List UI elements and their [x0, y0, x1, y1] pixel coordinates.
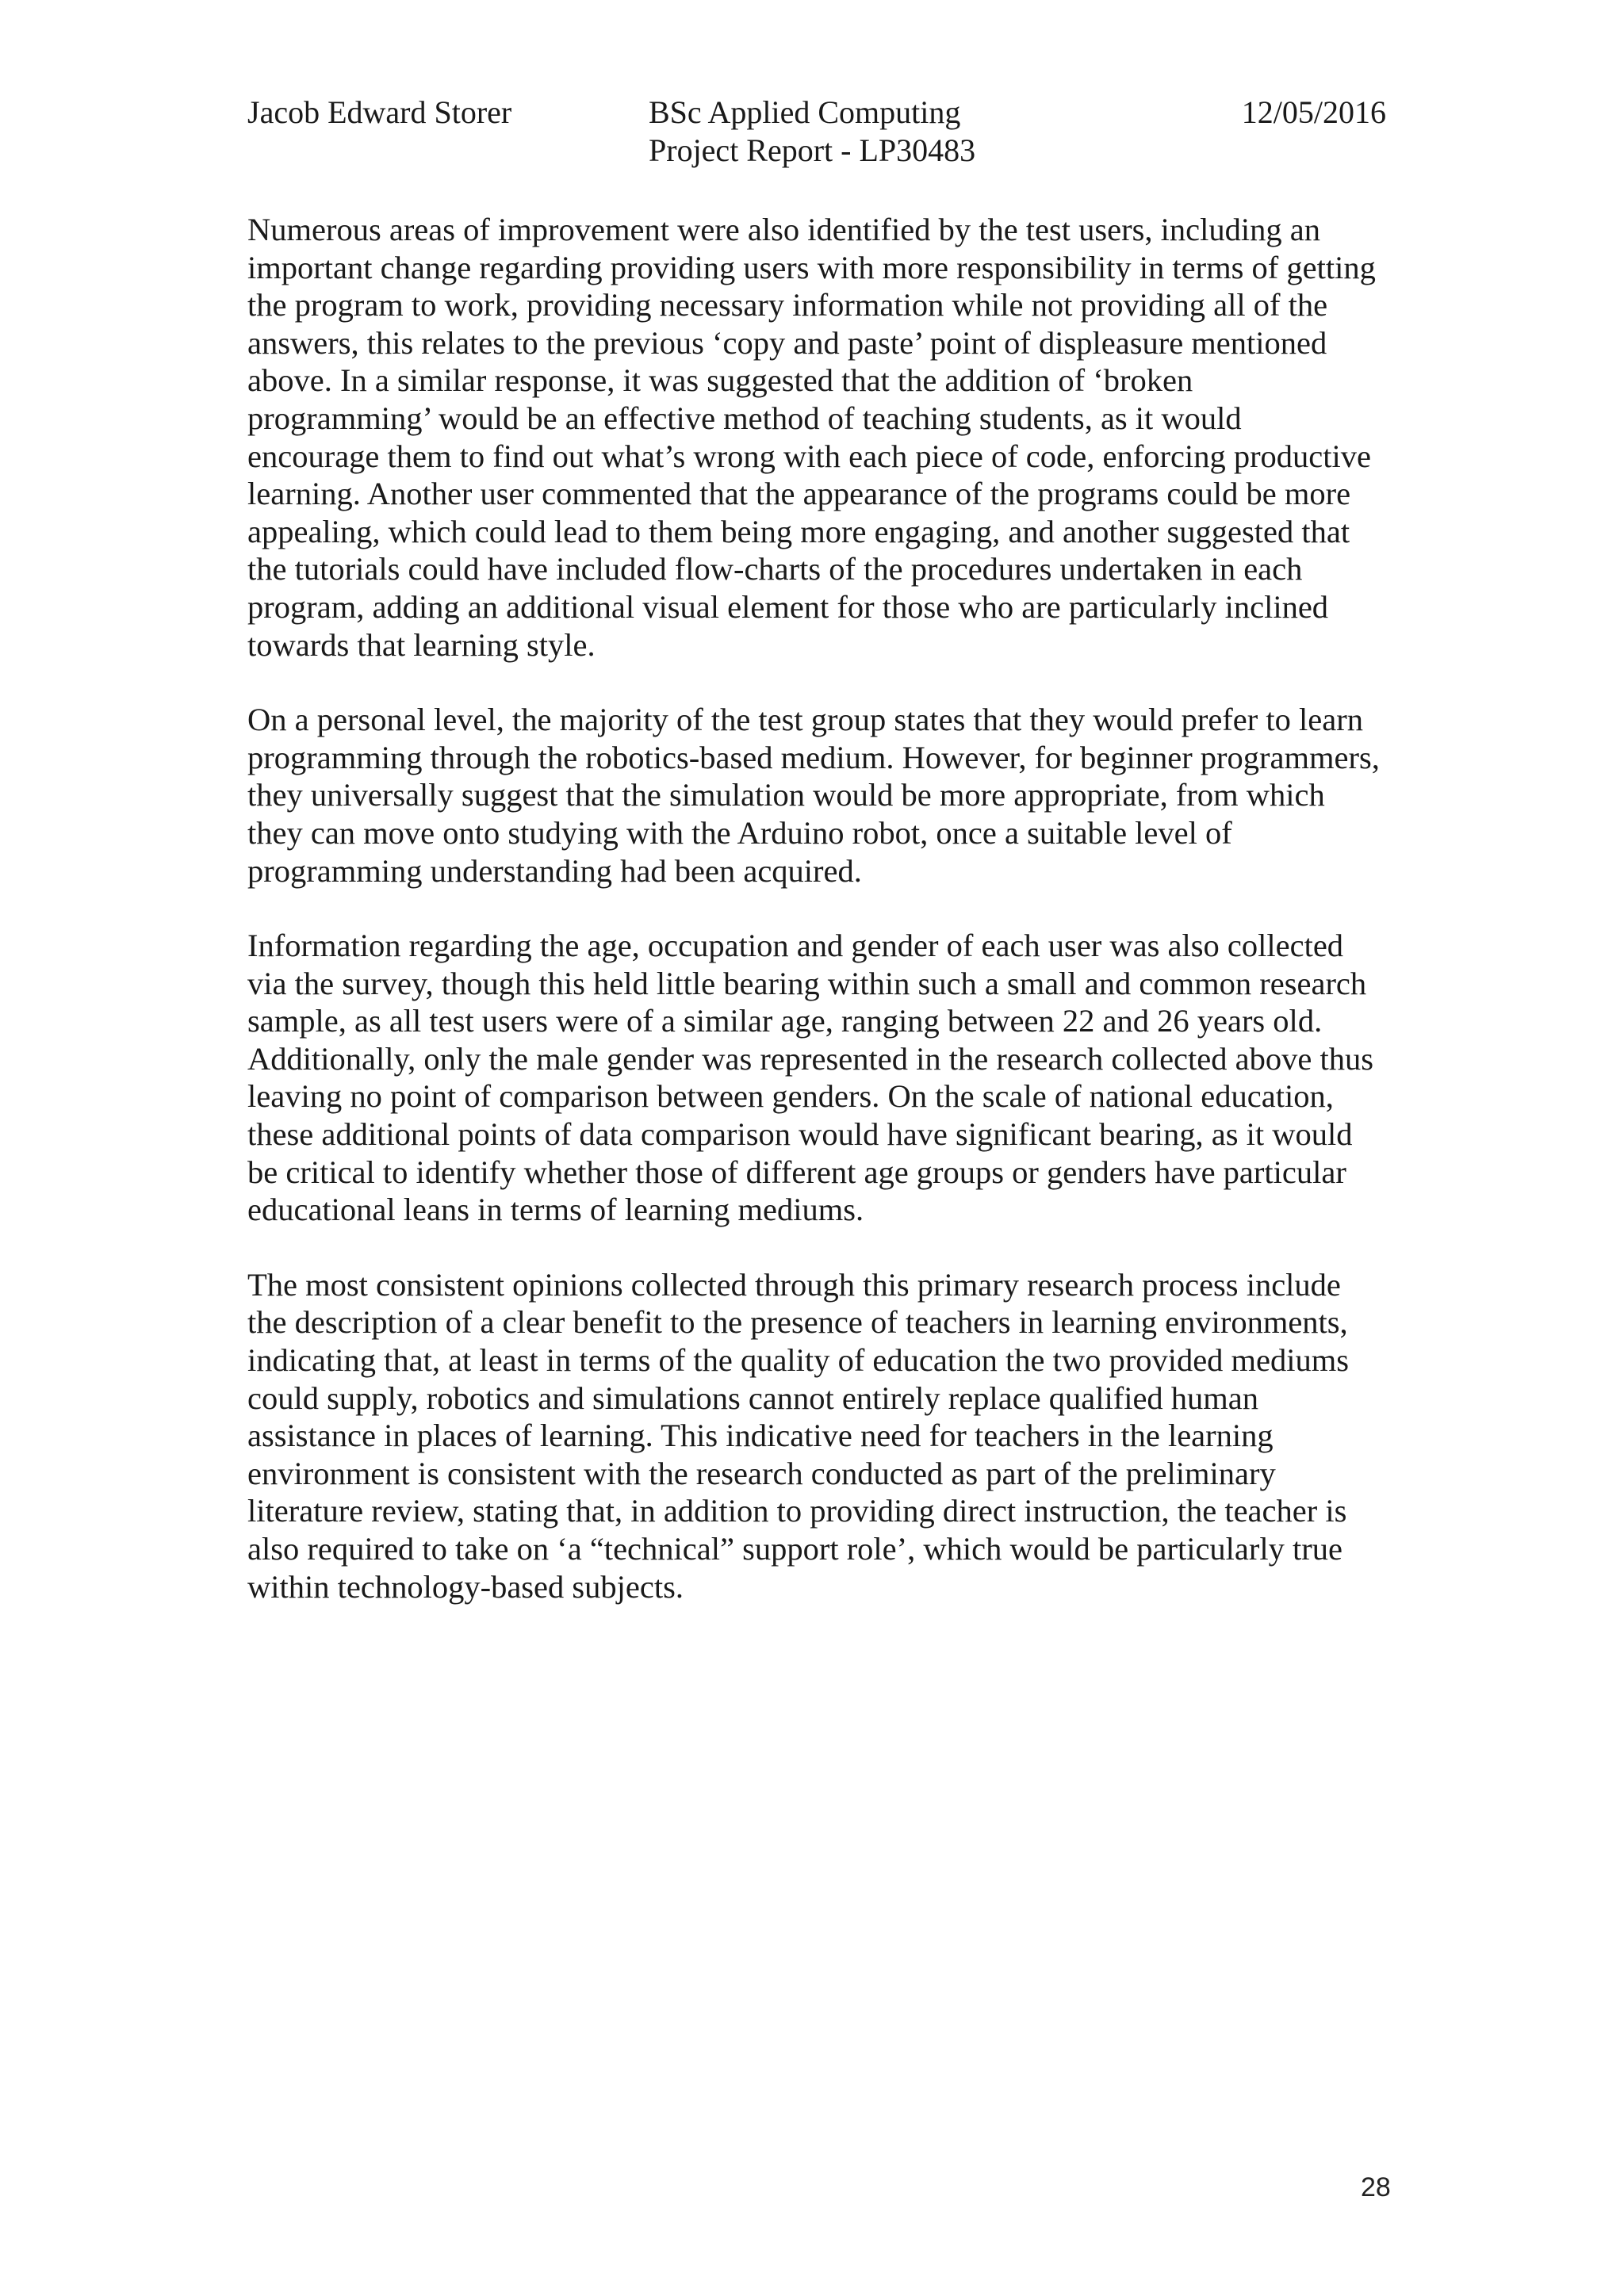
page-header — [247, 94, 1386, 181]
header-course-title: BSc Applied Computing — [649, 94, 961, 130]
header-course — [649, 94, 975, 170]
paragraph-demographics: Information regarding the age, occupation and gender of each user was also collected via the survey, though this held little bearing within such a small and common research sample, as all test users were of a similar age, ranging between 22 and 26 years old. Additionally, only the male gender was represented in the research collected above thus leaving no point of comparison between genders. On the scale of national education, these additional points of data comparison would have significant bearing, as it would be critical to identify whether those of different age groups or genders have particular educational leans in terms of learning mediums. — [247, 928, 1373, 1228]
report-body — [247, 211, 1381, 1643]
header-course-subtitle: Project Report - LP30483 — [649, 132, 976, 168]
header-date: 12/05/2016 — [1241, 94, 1386, 130]
paragraph-personal-level: On a personal level, the majority of the test group states that they would prefer to learn programming through the robotics-based medium. However, for beginner programmers, they universally suggest that the simulation would be more appropriate, from which they can move onto studying with the Arduino robot, once a suitable level of programming understanding had been acquired. — [247, 702, 1380, 889]
page-number: 28 — [1361, 2172, 1391, 2202]
header-author: Jacob Edward Storer — [247, 94, 512, 130]
paragraph-improvements: Numerous areas of improvement were also identified by the test users, including an important change regarding providing users with more responsibility in terms of getting the program to work, providing necessary information while not providing all of the answers, this relates to the previous ‘copy and paste’ point of displeasure mentioned above. In a similar response, it was suggested that the addition of ‘broken programming’ would be an effective method of teaching students, as it would encourage them to find out what’s wrong with each piece of code, enforcing productive learning. Another user commented that the appearance of the programs could be more appealing, which could lead to them being more engaging, and another suggested that the tutorials could have included flow-charts of the procedures undertaken in each program, adding an additional visual element for those who are particularly inclined towards that learning style. — [247, 212, 1376, 663]
paragraph-consistent-opinions: The most consistent opinions collected through this primary research process include the description of a clear benefit to the presence of teachers in learning environments, indicating that, at least in terms of the quality of education the two provided mediums could supply, robotics and simulations cannot entirely replace qualified human assistance in places of learning. This indicative need for teachers in the learning environment is consistent with the research conducted as part of the preliminary literature review, stating that, in addition to providing direct instruction, the teacher is also required to take on ‘a “technical” support role’, which would be particularly true within technology-based subjects. — [247, 1266, 1350, 1605]
